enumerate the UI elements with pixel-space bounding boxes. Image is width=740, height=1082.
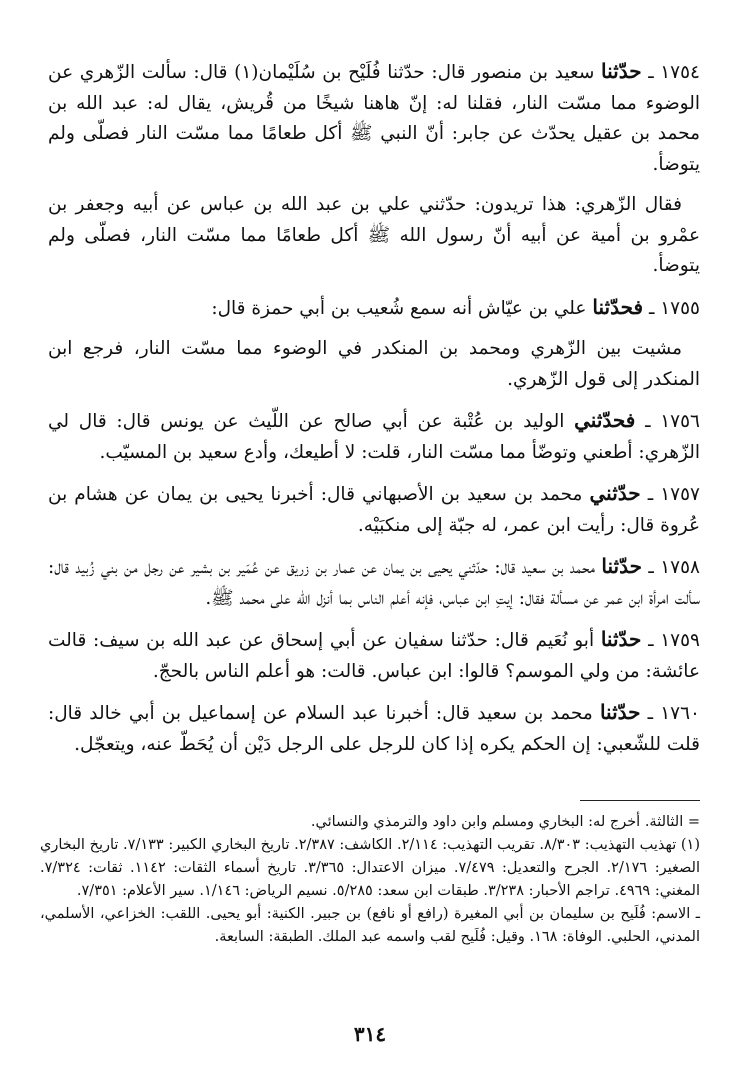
continuation-paragraph: مشيت بين الزّهري ومحمد بن المنكدر في الوضوء مما مسّت النار، فرجع ابن المنكدر إلى قول الزّهري. <box>48 338 700 390</box>
hadith-1759 <box>48 624 700 687</box>
main-text <box>48 56 700 770</box>
hadith-text: محمد بن سعيد بن الأصبهاني قال: أخبرنا يحيى بن يمان عن هشام بن عُروة قال: رأيت ابن عمر، له جبّة إلى منكبَيْه. <box>48 484 700 536</box>
hadith-keyword: حدّثنا <box>601 554 642 578</box>
continuation-paragraph: فقال الزّهري: هذا تريدون: حدّثني علي بن عبد الله بن عباس عن أبيه وجعفر بن عمْرو بن أمية عن أبيه أنّ رسول الله ﷺ أكل طعامًا مما مسّت النار، فصلّى ولم يتوضأ. <box>48 194 700 276</box>
hadith-text: محمد بن سعيد قال: أخبرنا عبد السلام عن إسماعيل بن أبي خالد قال: قلت للشّعبي: إن الحكم يكره إذا كان للرجل على الرجل دَيْن أن يُحَطّ عنه، ويتعجّل. <box>48 703 700 755</box>
hadith-1760 <box>48 697 700 760</box>
hadith-keyword: فحدّثني <box>574 408 636 432</box>
hadith-number: ١٧٥٤ ـ <box>648 62 700 83</box>
hadith-keyword: حدّثني <box>589 481 641 505</box>
hadith-1755 <box>48 292 700 325</box>
hadith-keyword: حدّثنا <box>599 700 641 724</box>
hadith-1754 <box>48 56 700 180</box>
hadith-number: ١٧٥٧ ـ <box>647 484 700 505</box>
footnotes <box>40 800 700 949</box>
hadith-1756 <box>48 405 700 468</box>
footnote-1-bio: ـ الاسم: فُلَيح بن سليمان بن أبي المغيرة (رافع أو نافع) بن جبير. الكنية: أبو يحيى. اللقب: الخزاعي، الأسلمي، المدني، الحلبي. الوفاة: ١٦٨. وقيل: فُلَيح لقب واسمه عبد الملك. الطبقة: السابعة. <box>40 906 700 945</box>
hadith-number: ١٧٥٨ ـ <box>648 557 700 578</box>
hadith-text: الوليد بن عُتْبة عن أبي صالح عن اللّيث عن يونس قال: قال لي الزّهري: أطعني وتوضّأ مما مسّت النار، قلت: لا أطيعك، وأدع سعيد بن المسيّب. <box>48 411 700 463</box>
hadith-1758 <box>48 551 700 614</box>
hadith-text: محمد بن سعيد قال: حدّثني يحيى بن يمان عن عمار بن زريق عن عُمَير بن بشير عن رجل من بني زُبيد قال: سألت امرأة ابن عمر عن مسألة فقال: إيتِ ابن عباس، فإنه أعلم الناس بما أنزل الله على محمد ﷺ. <box>48 557 700 609</box>
hadith-number: ١٧٥٦ ـ <box>645 411 700 432</box>
hadith-number: ١٧٦٠ ـ <box>647 703 700 724</box>
page-number: ٣١٤ <box>353 1022 387 1046</box>
footnote-1: (١) تهذيب التهذيب: ٨/٣٠٣. تقريب التهذيب: ٢/١١٤. الكاشف: ٢/٣٨٧. تاريخ البخاري الكبير: ٧/١٣٣. تاريخ البخاري الصغير: ٢/١٧٦. الجرح والتعديل: ٧/٤٧٩. ميزان الاعتدال: ٣/٣٦٥. تاريخ أسماء الثقات: ١١٤٢. ثقات: ٧/٣٢٤. المغني: ٤٩٦٩. تراجم الأحبار: ٣/٢٣٨. طبقات ابن سعد: ٥/٢٨٥. نسيم الرياض: ١/١٤٦. سير الأعلام: ٧/٣٥١. <box>40 837 700 899</box>
hadith-keyword: حدّثنا <box>600 627 642 651</box>
hadith-number: ١٧٥٩ ـ <box>648 630 700 651</box>
hadith-1757 <box>48 478 700 541</box>
footnote-separator <box>580 800 700 801</box>
footnote-continuation: = الثالثة. أخرج له: البخاري ومسلم وابن داود والترمذي والنسائي. <box>310 814 700 830</box>
hadith-text: سعيد بن منصور قال: حدّثنا فُلَيْح بن سُلَيْمان(١) قال: سألت الزّهري عن الوضوء مما مسّت النار، فقلنا له: إنّ هاهنا شيخًا من قُريش، يقال له: عبد الله بن محمد بن عقيل يحدّث عن جابر: أنّ النبي ﷺ أكل طعامًا مما مسّت النار فصلّى ولم يتوضأ. <box>48 62 700 175</box>
hadith-keyword: حدّثنا <box>601 59 642 83</box>
hadith-number: ١٧٥٥ ـ <box>648 297 700 319</box>
hadith-text: علي بن عيّاش أنه سمع شُعيب بن أبي حمزة قال: <box>211 297 587 319</box>
hadith-keyword: فحدّثنا <box>592 294 644 319</box>
hadith-text: أبو نُعَيم قال: حدّثنا سفيان عن أبي إسحاق عن عبد الله بن سيف: قالت عائشة: من ولي الموسم؟ قالوا: ابن عباس. قالت: هو أعلم الناس بالحجّ. <box>48 630 700 682</box>
